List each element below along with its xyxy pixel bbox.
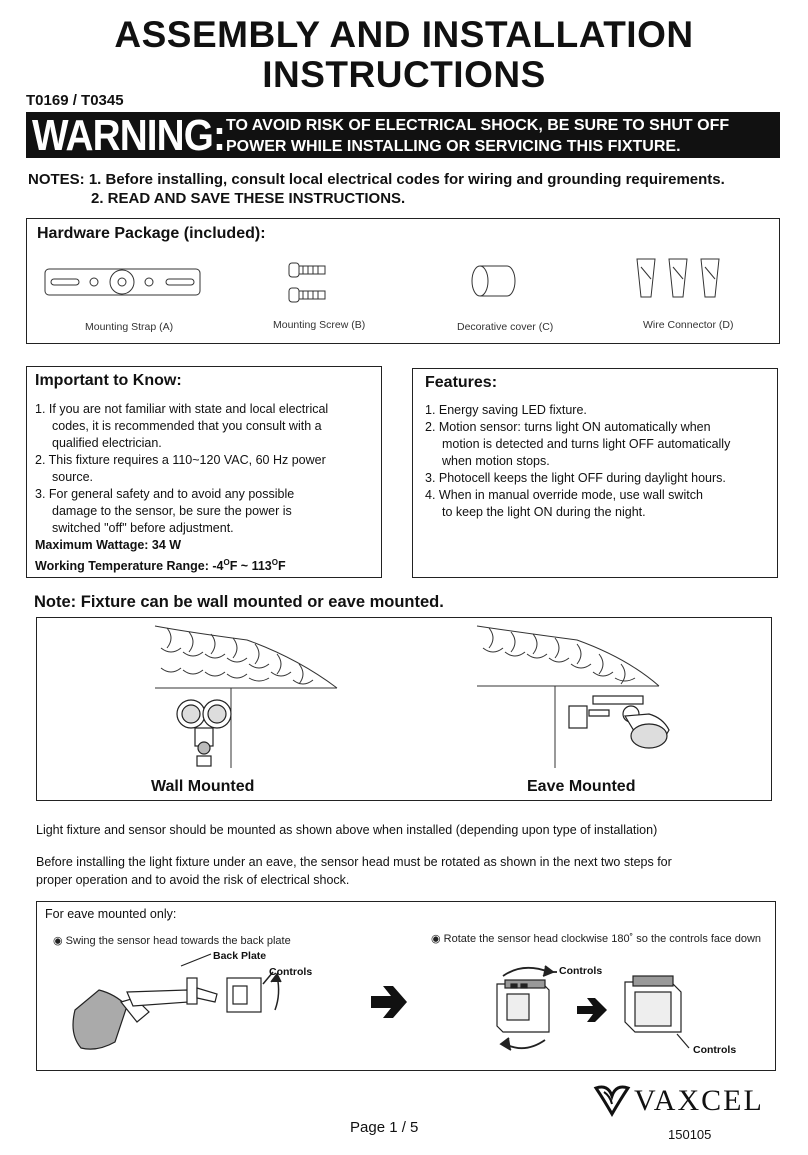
features-heading: Features: — [425, 374, 498, 391]
mounting-screw-icon — [289, 263, 325, 302]
eave-mounted-label: Eave Mounted — [527, 778, 636, 795]
warning-line-2: POWER WHILE INSTALLING OR SERVICING THIS FIXTURE. — [226, 138, 681, 155]
features-list — [425, 402, 775, 521]
important-list — [35, 401, 380, 575]
important-heading: Important to Know: — [35, 372, 182, 389]
features-box — [412, 368, 778, 578]
wire-connector-icon — [637, 259, 719, 297]
eave-step-1: ◉ Swing the sensor head towards the back plate — [53, 935, 291, 947]
eave-step-2: ◉ Rotate the sensor head clockwise 180˚ so the controls face down — [431, 933, 762, 945]
important-box — [26, 366, 382, 578]
bullet-icon: ◉ — [53, 935, 63, 947]
feature-item-1: 1. Energy saving LED fixture. — [425, 403, 587, 417]
warning-line-1: TO AVOID RISK OF ELECTRICAL SHOCK, BE SURE TO SHUT OFF — [226, 117, 730, 134]
paragraph-eave-line-2: proper operation and to avoid the risk of electrical shock. — [36, 873, 350, 887]
controls-label-3: Controls — [693, 1044, 737, 1056]
feature-item-4: 4. When in manual override mode, use wall switch to keep the light ON during the night. — [425, 488, 703, 519]
eave-illustrations — [37, 902, 775, 1070]
feature-item-3: 3. Photocell keeps the light OFF during daylight hours. — [425, 471, 726, 485]
sensor-head-rotated-icon — [625, 976, 689, 1048]
important-item-3: 3. For general safety and to avoid any possible damage to the sensor, be sure the power is switched "off" before adjustment. — [35, 487, 295, 535]
hardware-label-b: Mounting Screw (B) — [273, 319, 366, 331]
title-line-2: INSTRUCTIONS — [262, 54, 546, 95]
swing-fixture-icon — [73, 954, 261, 1049]
title-line-1: ASSEMBLY AND INSTALLATION — [114, 14, 694, 55]
mounting-illustrations — [37, 618, 771, 800]
notes-line-1: NOTES: 1. Before installing, consult local electrical codes for wiring and grounding requirements. — [28, 171, 725, 188]
warning-bar — [26, 112, 780, 158]
paragraph-mounting: Light fixture and sensor should be mounted as shown above when installed (depending upon type of installation) — [36, 823, 658, 837]
hardware-label-a: Mounting Strap (A) — [85, 321, 174, 333]
bullet-icon: ◉ — [431, 933, 441, 945]
hardware-heading: Hardware Package (included): — [37, 225, 266, 242]
working-temperature: Working Temperature Range: $-4^OF$ ~ $113^OF$ — [35, 558, 286, 574]
mounting-strap-icon — [45, 269, 200, 295]
small-right-arrow-icon — [577, 998, 607, 1022]
max-wattage: Maximum Wattage: 34 W — [35, 538, 182, 552]
decorative-cover-icon — [472, 266, 515, 296]
controls-label-1: Controls — [269, 966, 313, 978]
important-item-2: 2. This fixture requires a 110~120 VAC, 60 Hz power source. — [35, 453, 326, 484]
brand-name: VAXCEL — [634, 1084, 764, 1117]
back-plate-label: Back Plate — [213, 950, 267, 962]
hardware-box — [26, 218, 780, 344]
hardware-label-c: Decorative cover (C) — [457, 321, 554, 333]
model-number: T0169 / T0345 — [26, 92, 124, 109]
controls-label-2: Controls — [559, 965, 603, 977]
page-number: Page 1 / 5 — [350, 1119, 419, 1136]
notes — [28, 170, 725, 208]
vaxcel-logo-icon — [590, 1080, 634, 1120]
paragraph-eave-line-1: Before installing the light fixture under an eave, the sensor head must be rotated as shown in the next two steps for — [36, 855, 672, 869]
wall-roof-icon — [155, 626, 337, 768]
wall-mounted-label: Wall Mounted — [151, 778, 255, 795]
hardware-label-d: Wire Connector (D) — [643, 319, 734, 331]
sensor-head-front-icon — [497, 980, 549, 1032]
eave-fixture-icon — [569, 696, 669, 748]
wall-fixture-icon — [177, 700, 231, 766]
important-item-1: 1. If you are not familiar with state and local electrical codes, it is recommended that you consult with a qualified electrician. — [35, 402, 329, 450]
mounting-box — [36, 617, 772, 801]
mounting-note: Note: Fixture can be wall mounted or eave mounted. — [34, 593, 444, 611]
eave-box — [36, 901, 776, 1071]
warning-text — [226, 115, 729, 157]
document-code: 150105 — [668, 1127, 712, 1142]
feature-item-2: 2. Motion sensor: turns light ON automatically when motion is detected and turns light OFF automatically when motion stops. — [425, 420, 731, 468]
warning-word: WARNING: — [32, 111, 225, 160]
right-arrow-icon — [371, 986, 407, 1018]
notes-line-2: 2. READ AND SAVE THESE INSTRUCTIONS. — [91, 190, 406, 207]
eave-heading: For eave mounted only: — [45, 907, 177, 921]
